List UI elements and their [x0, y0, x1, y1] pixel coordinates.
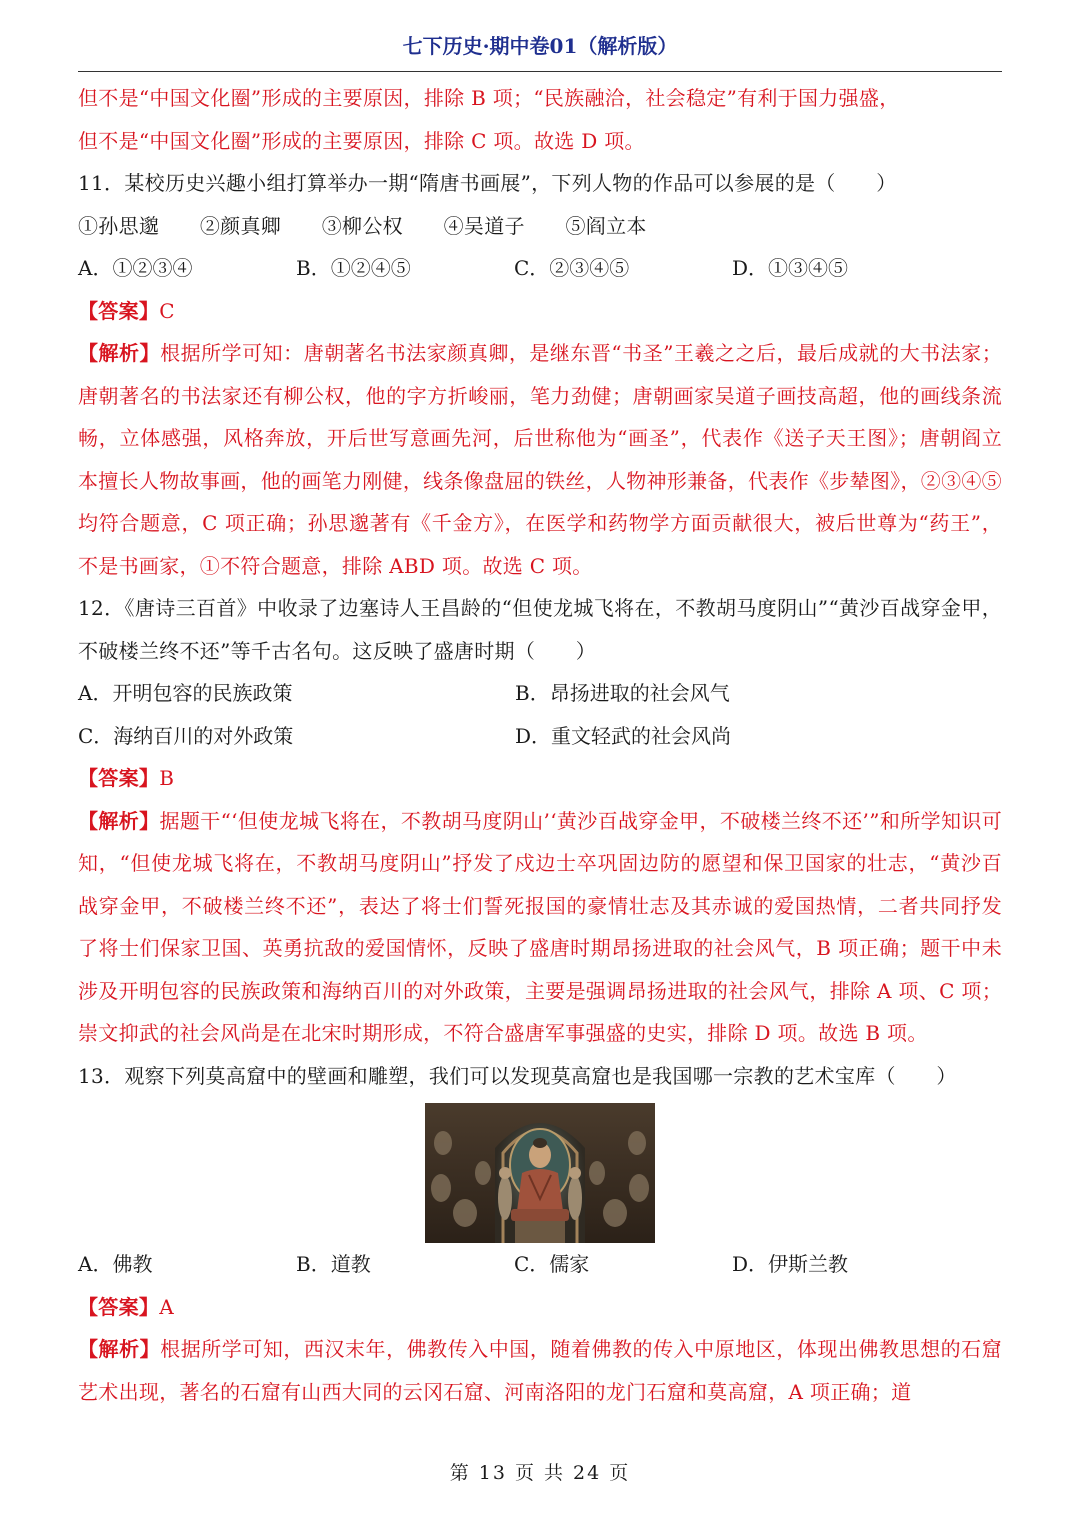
- page-number: 第 13 页 共 24 页: [449, 1462, 631, 1484]
- q13-options: [78, 1243, 1002, 1286]
- q12-option-a: A．开明包容的民族政策: [78, 681, 293, 705]
- header-title: 七下历史·期中卷01（解析版）: [402, 34, 678, 58]
- q13-option-d: D．伊斯兰教: [732, 1252, 849, 1276]
- q13-figure: [78, 1097, 1002, 1243]
- q11-stem: 11．某校历史兴趣小组打算举办一期“隋唐书画展”，下列人物的作品可以参展的是（ ）: [78, 171, 897, 195]
- q13-answer-tag: 【答案】: [78, 1294, 160, 1319]
- q12-option-c: C．海纳百川的对外政策: [78, 723, 294, 748]
- q11-choice-3: ③柳公权: [321, 213, 403, 238]
- q13-option-b: B．道教: [296, 1252, 371, 1276]
- q11-answer-value: C: [159, 298, 175, 323]
- q12-answer-tag: 【答案】: [78, 766, 160, 790]
- q13-answer-value: A: [159, 1294, 174, 1319]
- q13-analysis: [78, 1328, 1002, 1413]
- q11-choice-4: ④吴道子: [443, 213, 525, 238]
- q11-choice-list: [78, 205, 1002, 248]
- document-body: [78, 77, 1002, 1413]
- q13-analysis-text: 根据所学可知，西汉末年，佛教传入中国，随着佛教的传入中原地区，体现出佛教思想的石窟艺术出现，著名的石窟有山西大同的云冈石窟、河南洛阳的龙门石窟和莫高窟，A 项正确；道: [78, 1337, 1002, 1404]
- q11-answer-tag: 【答案】: [78, 298, 160, 323]
- q13-option-a: A．佛教: [78, 1252, 153, 1276]
- q11-choice-5: ⑤阎立本: [565, 213, 647, 238]
- q12-analysis-tag: 【解析】: [78, 808, 160, 833]
- q11-options: [78, 247, 1002, 290]
- q11-analysis-text: 根据所学可知：唐朝著名书法家颜真卿，是继东晋“书圣”王羲之之后，最后成就的大书法家；唐朝著名的书法家还有柳公权，他的字方折峻丽，笔力劲健；唐朝画家吴道子画技高超，他的画线条流畅，立体感强，风格奔放，开后世写意画先河，后世称他为“画圣”，代表作《送子天王图》；唐朝阎立本擅长人物故事画，他的画笔力刚健，线条像盘屈的铁丝，人物神形兼备，代表作《步辇图》，②③④⑤均符合题意，C 项正确；孙思邈著有《千金方》，在医学和药物学方面贡献很大，被后世尊为“药王”，不是书画家，①不符合题意，排除 ABD 项。故选 C 项。: [78, 341, 1002, 578]
- q12-answer-value: B: [159, 766, 175, 790]
- q12-answer: [78, 757, 1002, 800]
- q11-choice-2: ②颜真卿: [199, 213, 282, 238]
- q11-option-a: A．①②③④: [78, 256, 193, 280]
- q11-analysis: [78, 332, 1002, 587]
- q12-options-row-1: [78, 672, 1002, 715]
- q13-answer: [78, 1286, 1002, 1329]
- q12-analysis-text: 据题干“‘但使龙城飞将在，不教胡马度阴山’‘黄沙百战穿金甲，不破楼兰终不还’”和所学知识可知，“但使龙城飞将在，不教胡马度阴山”抒发了戍边士卒巩固边防的愿望和保卫国家的壮志，“黄沙百战穿金甲，不破楼兰终不还”，表达了将士们誓死报国的豪情壮志及其赤诚的爱国热情，二者共同抒发了将士们保家卫国、英勇抗敌的爱国情怀，反映了盛唐时期昂扬进取的社会风气，B 项正确；题干中未涉及开明包容的民族政策和海纳百川的对外政策，主要是强调昂扬进取的社会风气，排除 A 项、C 项；崇文抑武的社会风尚是在北宋时期形成，不符合盛唐军事强盛的史实，排除 D 项。故选 B 项。: [78, 808, 1002, 1045]
- q12-options-row-2: [78, 715, 1002, 758]
- q11-answer: [78, 290, 1002, 333]
- q11-analysis-tag: 【解析】: [78, 341, 161, 365]
- mogao-buddha-statue-image: [425, 1103, 655, 1243]
- q10-analysis-line-2: 但不是“中国文化圈”形成的主要原因，排除 C 项。故选 D 项。: [78, 128, 645, 153]
- q12-stem: 12．《唐诗三百首》中收录了边塞诗人王昌龄的“但使龙城飞将在，不教胡马度阴山”“黄沙百战穿金甲，不破楼兰终不还”等千古名句。这反映了盛唐时期（ ）: [78, 596, 1002, 663]
- page-header: [78, 30, 1002, 72]
- q11-option-b: B．①②④⑤: [296, 256, 411, 280]
- q10-analysis-line-1: 但不是“中国文化圈”形成的主要原因，排除 B 项；“民族融洽，社会稳定”有利于国力强盛，: [78, 86, 900, 110]
- q11-option-d: D．①③④⑤: [732, 256, 849, 280]
- q11-choice-1: ①孙思邈: [78, 213, 160, 238]
- q11-option-c: C．②③④⑤: [514, 256, 630, 280]
- q12-option-b: B．昂扬进取的社会风气: [515, 681, 730, 705]
- q12-analysis: [78, 800, 1002, 1055]
- q12-option-d: D．重文轻武的社会风尚: [515, 723, 732, 748]
- q13-stem: 13．观察下列莫高窟中的壁画和雕塑，我们可以发现莫高窟也是我国哪一宗教的艺术宝库（ ）: [78, 1063, 957, 1088]
- q13-option-c: C．儒家: [514, 1252, 590, 1276]
- q13-analysis-tag: 【解析】: [78, 1337, 161, 1361]
